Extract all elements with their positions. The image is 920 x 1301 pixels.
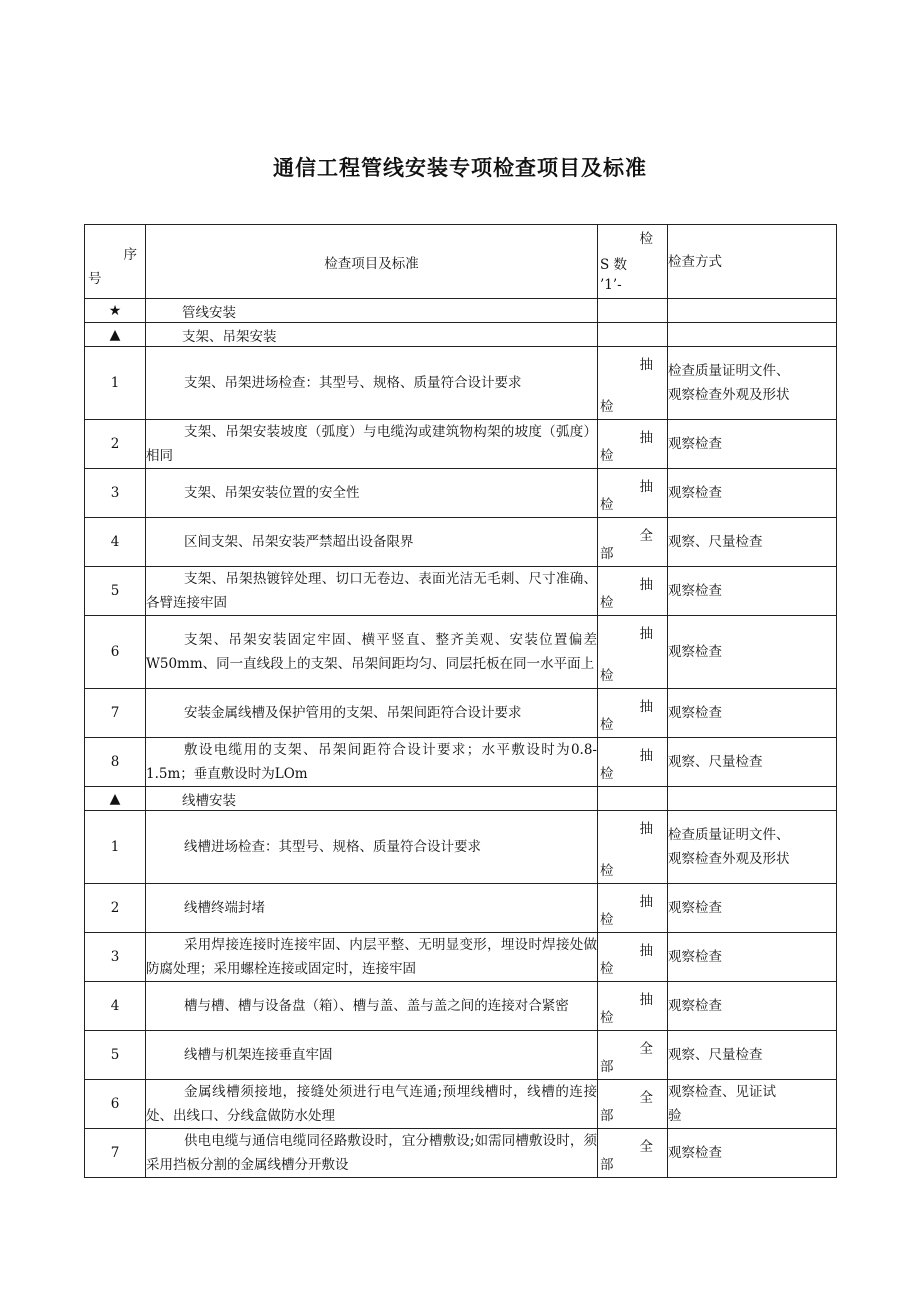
row-method-line1: 检查质量证明文件、 [668,827,790,843]
row-qty-a: 抽 [639,992,653,1008]
row-item: 支架、吊架进场检查：其型号、规格、质量符合设计要求 [146,347,598,420]
row-item: 线槽进场检查：其型号、规格、质量符合设计要求 [146,811,598,884]
section-row-pipeline [85,299,837,323]
row-number: 2 [85,884,146,933]
header-no [85,225,146,299]
bracket-rows [85,347,837,787]
row-qty-b: 部 [600,546,614,562]
row-method-line1: 观察检查 [668,705,722,721]
row-method-line1: 观察检查 [668,1145,722,1161]
row-method-line1: 观察检查 [668,998,722,1014]
row-qty-a: 全 [639,1041,653,1057]
row-method [668,982,837,1031]
row-number: 7 [85,689,146,738]
row-method [668,1031,837,1080]
row-qty [598,1129,668,1178]
row-method-line2: 观察检查外观及形状 [668,387,790,403]
row-qty-b: 检 [600,399,614,415]
table-row [85,1031,837,1080]
row-number: 3 [85,469,146,518]
row-qty-b: 检 [600,595,614,611]
row-qty [598,982,668,1031]
row-method [668,518,837,567]
section-label: 管线安装 [146,299,598,323]
row-item: 支架、吊架安装坡度（弧度）与电缆沟或建筑物构架的坡度（弧度）相同 [146,420,598,469]
row-qty [598,738,668,787]
row-number: 4 [85,982,146,1031]
row-method-line2: 观察检查外观及形状 [668,851,790,867]
row-qty [598,933,668,982]
row-qty-b: 检 [600,766,614,782]
row-method-line1: 观察检查、见证试 [668,1084,776,1100]
row-qty-b: 检 [600,961,614,977]
table-header-row [85,225,837,299]
header-no-line2: 号 [88,271,102,287]
row-qty-a: 抽 [639,577,653,593]
row-qty-a: 抽 [639,699,653,715]
table-row [85,689,837,738]
row-qty [598,347,668,420]
row-qty-a: 抽 [639,821,653,837]
header-qty [598,225,668,299]
section-label: 支架、吊架安装 [146,323,598,347]
row-qty [598,567,668,616]
row-qty-b: 检 [600,912,614,928]
row-number: 8 [85,738,146,787]
row-number: 3 [85,933,146,982]
row-qty-a: 全 [639,1139,653,1155]
header-item: 检查项目及标准 [146,225,598,299]
row-qty-a: 抽 [639,748,653,764]
row-qty-a: 全 [639,1090,653,1106]
row-number: 5 [85,567,146,616]
table-row [85,1080,837,1129]
row-qty-a: 抽 [639,894,653,910]
row-qty-b: 检 [600,668,614,684]
row-method [668,933,837,982]
row-qty [598,616,668,689]
row-item: 线槽终端封堵 [146,884,598,933]
table-row [85,982,837,1031]
header-qty-line2: S 数 [600,257,628,273]
row-method [668,567,837,616]
row-qty-a: 抽 [639,430,653,446]
row-item: 槽与槽、槽与设备盘（箱）、槽与盖、盖与盖之间的连接对合紧密 [146,982,598,1031]
row-qty [598,811,668,884]
row-method [668,347,837,420]
row-method-line1: 观察、尺量检查 [668,754,763,770]
row-item: 支架、吊架热镀锌处理、切口无卷边、表面光洁无毛刺、尺寸准确、各臂连接牢固 [146,567,598,616]
section-row-trough [85,787,837,811]
row-qty-a: 抽 [639,626,653,642]
header-method: 检查方式 [668,225,837,299]
row-method-line1: 观察、尺量检查 [668,534,763,550]
table-row [85,616,837,689]
table-row [85,469,837,518]
row-method-line2: 验 [668,1108,682,1124]
row-method [668,689,837,738]
star-icon: ★ [85,299,146,323]
row-qty [598,884,668,933]
row-qty-b: 检 [600,863,614,879]
section-label: 线槽安装 [146,787,598,811]
inspection-table [84,224,837,1178]
table-row [85,347,837,420]
row-item: 区间支架、吊架安装严禁超出设备限界 [146,518,598,567]
header-no-line1: 序 [123,247,137,263]
row-method-line1: 观察检查 [668,949,722,965]
trough-rows [85,811,837,1178]
row-number: 4 [85,518,146,567]
row-qty [598,1080,668,1129]
table-row [85,420,837,469]
row-qty-b: 部 [600,1157,614,1173]
row-number: 5 [85,1031,146,1080]
table-row [85,811,837,884]
row-method-line1: 观察检查 [668,900,722,916]
row-qty [598,518,668,567]
row-method [668,469,837,518]
row-qty [598,469,668,518]
row-number: 1 [85,347,146,420]
row-method-line1: 观察检查 [668,583,722,599]
row-method-line1: 观察、尺量检查 [668,1047,763,1063]
row-method-line1: 检查质量证明文件、 [668,363,790,379]
row-qty [598,1031,668,1080]
row-qty-b: 检 [600,1010,614,1026]
row-item: 支架、吊架安装固定牢固、横平竖直、整齐美观、安装位置偏差W50mm、同一直线段上的支架、吊架间距均匀、同层托板在同一水平面上 [146,616,598,689]
header-qty-line3: ’1’- [600,277,622,293]
row-item: 金属线槽须接地，接缝处须进行电气连通;预埋线槽时，线槽的连接处、出线口、分线盒做防水处理 [146,1080,598,1129]
row-item: 线槽与机架连接垂直牢固 [146,1031,598,1080]
row-number: 6 [85,1080,146,1129]
page-title: 通信工程管线安装专项检查项目及标准 [273,156,647,180]
row-method-line1: 观察检查 [668,644,722,660]
table-row [85,933,837,982]
row-qty-b: 部 [600,1108,614,1124]
row-qty [598,689,668,738]
row-item: 敷设电缆用的支架、吊架间距符合设计要求；水平敷设时为0.8-1.5m；垂直敷设时为LOm [146,738,598,787]
row-number: 2 [85,420,146,469]
table-row [85,1129,837,1178]
row-method [668,811,837,884]
row-qty-a: 抽 [639,943,653,959]
row-qty-b: 检 [600,497,614,513]
row-qty-a: 全 [639,528,653,544]
row-item: 安装金属线槽及保护管用的支架、吊架间距符合设计要求 [146,689,598,738]
row-item: 采用焊接连接时连接牢固、内层平整、无明显变形，埋设时焊接处做防腐处理；采用螺栓连接或固定时，连接牢固 [146,933,598,982]
header-qty-line1: 检 [639,231,653,247]
row-method [668,884,837,933]
table-row [85,738,837,787]
row-qty-a: 抽 [639,357,653,373]
row-method-line1: 观察检查 [668,485,722,501]
table-row [85,567,837,616]
row-number: 6 [85,616,146,689]
table-row [85,518,837,567]
triangle-icon: ▲ [85,787,146,811]
row-qty-b: 检 [600,717,614,733]
row-qty [598,420,668,469]
row-method [668,738,837,787]
row-method [668,420,837,469]
row-qty-b: 检 [600,448,614,464]
row-method-line1: 观察检查 [668,436,722,452]
row-item: 支架、吊架安装位置的安全性 [146,469,598,518]
row-number: 7 [85,1129,146,1178]
row-qty-a: 抽 [639,479,653,495]
row-method [668,616,837,689]
triangle-icon: ▲ [85,323,146,347]
row-number: 1 [85,811,146,884]
section-row-bracket [85,323,837,347]
row-method [668,1129,837,1178]
table-row [85,884,837,933]
row-method [668,1080,837,1129]
row-item: 供电电缆与通信电缆同径路敷设时，宜分槽敷设;如需同槽敷设时，须采用挡板分割的金属线槽分开敷设 [146,1129,598,1178]
row-qty-b: 部 [600,1059,614,1075]
